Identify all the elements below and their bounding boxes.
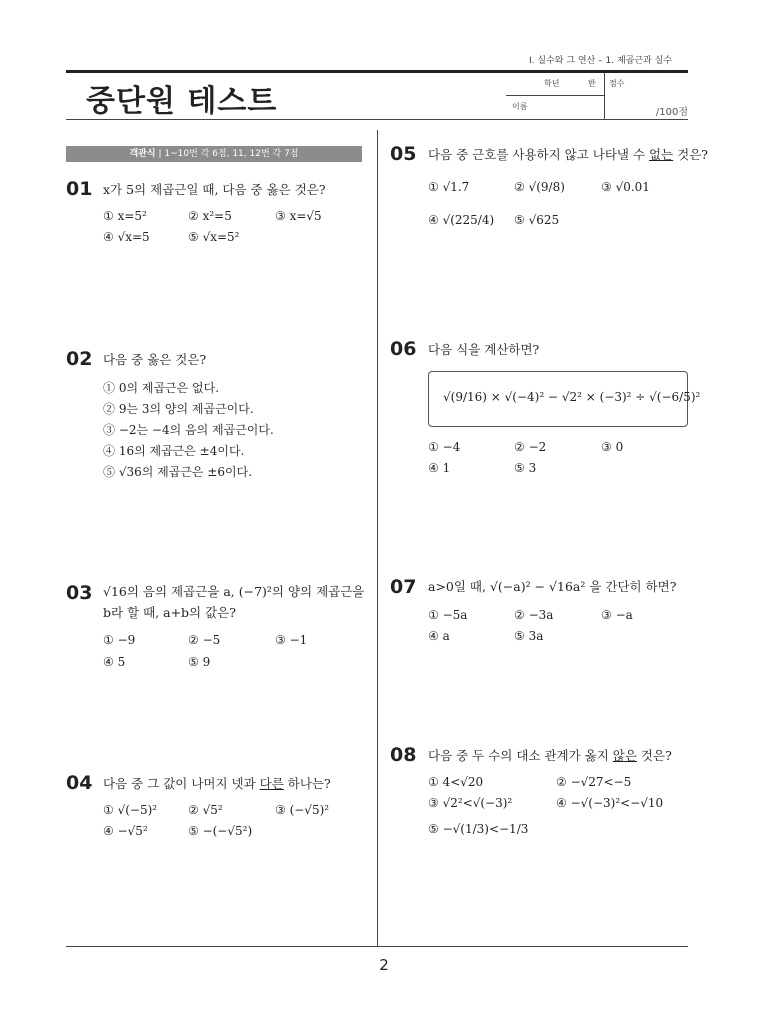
expression-text: √(9/16) × √(−4)² − √2² × (−3)² ÷ √(−6/5)² bbox=[443, 390, 701, 404]
question-text-05 bbox=[428, 144, 708, 166]
q08-option-3[interactable]: ③ √2²<√(−3)² bbox=[428, 796, 513, 810]
question-number-05: 05 bbox=[390, 143, 417, 165]
q08-option-2[interactable]: ② −√27<−5 bbox=[556, 775, 632, 789]
q08-option-1[interactable]: ① 4<√20 bbox=[428, 775, 484, 789]
q04-option-5[interactable]: ⑤ −(−√5²) bbox=[188, 824, 253, 838]
q01-option-2[interactable]: ② x²=5 bbox=[188, 209, 232, 223]
section-label: 객관식 bbox=[129, 149, 156, 159]
score-total: /100점 bbox=[655, 107, 688, 118]
q07-option-1[interactable]: ① −5a bbox=[428, 608, 468, 622]
q02-option-4[interactable]: ④ 16의 제곱근은 ±4이다. bbox=[103, 444, 245, 458]
q05-option-5[interactable]: ⑤ √625 bbox=[514, 213, 560, 227]
q03-option-4[interactable]: ④ 5 bbox=[103, 655, 126, 669]
q05-option-4[interactable]: ④ √(225/4) bbox=[428, 213, 495, 227]
q02-option-5[interactable]: ⑤ √36의 제곱근은 ±6이다. bbox=[103, 465, 253, 479]
footer-rule bbox=[66, 946, 688, 947]
q05-option-3[interactable]: ③ √0.01 bbox=[601, 180, 650, 194]
q02-option-2[interactable]: ② 9는 3의 양의 제곱근이다. bbox=[103, 402, 254, 416]
q06-option-1[interactable]: ① −4 bbox=[428, 440, 461, 454]
q08-option-4[interactable]: ④ −√(−3)²<−√10 bbox=[556, 796, 664, 810]
page-title: 중단원 테스트 bbox=[86, 84, 278, 119]
chapter-breadcrumb: Ⅰ. 실수와 그 연산 – 1. 제곱근과 실수 bbox=[529, 56, 672, 66]
q07-option-4[interactable]: ④ a bbox=[428, 629, 450, 643]
q06-option-4[interactable]: ④ 1 bbox=[428, 461, 451, 475]
header-bottom-rule bbox=[66, 119, 688, 120]
grade-label: 학년 bbox=[544, 79, 560, 88]
name-label: 이름 bbox=[512, 102, 528, 111]
question-text-04-underlined: 다른 bbox=[259, 776, 284, 791]
question-text-08-part2: 것은? bbox=[636, 748, 672, 763]
expression-box bbox=[428, 371, 701, 427]
score-label: 점수 bbox=[609, 79, 625, 88]
q03-option-1[interactable]: ① −9 bbox=[103, 633, 136, 647]
q07-option-3[interactable]: ③ −a bbox=[601, 608, 633, 622]
question-number-04: 04 bbox=[66, 772, 93, 794]
column-divider bbox=[377, 130, 378, 946]
q01-option-5[interactable]: ⑤ √x=5² bbox=[188, 230, 240, 244]
question-number-08: 08 bbox=[390, 744, 417, 766]
question-text-02: 다음 중 옳은 것은? bbox=[103, 352, 207, 367]
question-number-03: 03 bbox=[66, 582, 93, 604]
question-text-04-part1: 다음 중 그 값이 나머지 넷과 bbox=[103, 776, 260, 791]
question-text-03-line1: √16의 음의 제곱근을 a, (−7)²의 양의 제곱근을 bbox=[103, 584, 365, 599]
q06-option-5[interactable]: ⑤ 3 bbox=[514, 461, 537, 475]
question-number-07: 07 bbox=[390, 576, 417, 598]
q02-option-1[interactable]: ① 0의 제곱근은 없다. bbox=[103, 381, 220, 395]
question-text-03-line2: b라 할 때, a+b의 값은? bbox=[103, 605, 236, 620]
question-text-04-part2: 하나는? bbox=[283, 776, 331, 791]
question-text-01: x가 5의 제곱근일 때, 다음 중 옳은 것은? bbox=[103, 182, 326, 197]
q08-option-5[interactable]: ⑤ −√(1/3)<−1/3 bbox=[428, 822, 529, 836]
q05-option-2[interactable]: ② √(9/8) bbox=[514, 180, 565, 194]
question-text-07: a>0일 때, √(−a)² − √16a² 을 간단히 하면? bbox=[428, 579, 677, 594]
q01-option-3[interactable]: ③ x=√5 bbox=[275, 209, 322, 223]
q04-option-2[interactable]: ② √5² bbox=[188, 803, 223, 817]
q05-option-1[interactable]: ① √1.7̇ bbox=[428, 180, 470, 194]
question-text-04 bbox=[103, 773, 331, 795]
question-number-06: 06 bbox=[390, 338, 417, 360]
q01-option-4[interactable]: ④ √x=5 bbox=[103, 230, 150, 244]
question-text-08 bbox=[428, 745, 672, 767]
page-number: 2 bbox=[379, 956, 389, 974]
question-text-06: 다음 식을 계산하면? bbox=[428, 342, 540, 357]
question-text-05-part1: 다음 중 근호를 사용하지 않고 나타낼 수 bbox=[428, 147, 650, 162]
q01-option-1[interactable]: ① x=5² bbox=[103, 209, 147, 223]
q07-option-2[interactable]: ② −3a bbox=[514, 608, 554, 622]
q04-option-3[interactable]: ③ (−√5)² bbox=[275, 803, 330, 817]
q03-option-5[interactable]: ⑤ 9 bbox=[188, 655, 211, 669]
q06-option-2[interactable]: ② −2 bbox=[514, 440, 547, 454]
question-text-08-underlined: 않은 bbox=[612, 748, 637, 763]
section-note: 1~10번 각 6점, 11, 12번 각 7점 bbox=[164, 149, 299, 159]
q06-option-3[interactable]: ③ 0 bbox=[601, 440, 624, 454]
q02-option-3[interactable]: ③ −2는 −4의 음의 제곱근이다. bbox=[103, 423, 274, 437]
question-number-02: 02 bbox=[66, 348, 93, 370]
q07-option-5[interactable]: ⑤ 3a bbox=[514, 629, 544, 643]
student-info-box bbox=[506, 73, 688, 120]
q03-option-2[interactable]: ② −5 bbox=[188, 633, 221, 647]
question-text-08-part1: 다음 중 두 수의 대소 관계가 옳지 bbox=[428, 748, 613, 763]
question-text-05-underlined: 없는 bbox=[649, 147, 674, 162]
q04-option-4[interactable]: ④ −√5² bbox=[103, 824, 148, 838]
q03-option-3[interactable]: ③ −1 bbox=[275, 633, 308, 647]
question-text-05-part2: 것은? bbox=[673, 147, 708, 162]
section-bar: 객관식 | 1~10번 각 6점, 11, 12번 각 7점 bbox=[66, 146, 362, 162]
class-label: 반 bbox=[588, 79, 596, 88]
question-number-01: 01 bbox=[66, 178, 93, 200]
q04-option-1[interactable]: ① √(−5)² bbox=[103, 803, 158, 817]
